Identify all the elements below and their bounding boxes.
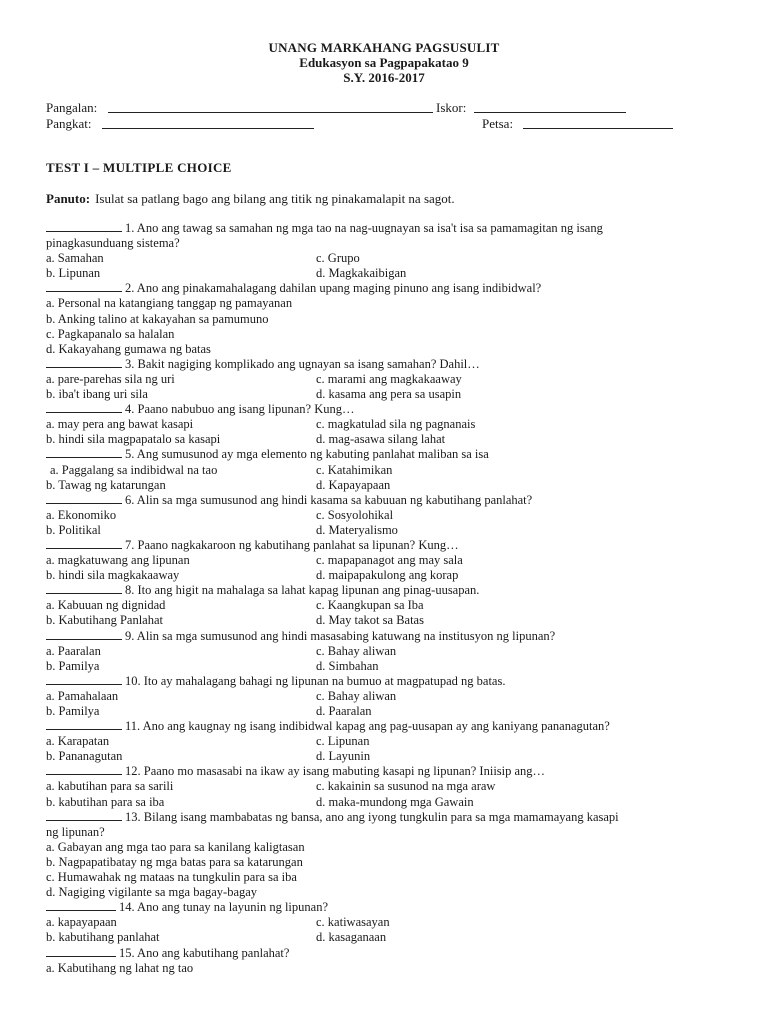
choice-row: [46, 704, 726, 719]
instructions-text: Isulat sa patlang bago ang bilang ang titik ng pinakamalapit na sagot.: [95, 191, 455, 206]
choice-c: c. katiwasayan: [316, 915, 390, 930]
question-1: 1. Ano ang tawag sa samahan ng mga tao na nag-uugnayan sa isa't isa sa pamamagitan ng isang: [46, 221, 726, 236]
answer-blank-14[interactable]: [46, 900, 116, 911]
choice-b: b. Lipunan: [46, 266, 101, 281]
choice-b: b. Nagpapatibatay ng mga batas para sa katarungan: [46, 854, 303, 869]
answer-blank-9[interactable]: [46, 629, 122, 640]
exam-title: UNANG MARKAHANG PAGSUSULIT: [268, 40, 500, 55]
choice-d: d. Magkakaibigan: [316, 266, 407, 281]
choice-d: d. mag-asawa silang lahat: [316, 432, 446, 447]
choice-row: [46, 644, 726, 659]
choice-d: d. Layunin: [316, 749, 371, 764]
answer-blank-12[interactable]: [46, 764, 122, 775]
choice-b: b. kabutihan para sa iba: [46, 794, 165, 809]
instructions-label: Panuto:: [46, 191, 91, 206]
choice-b: b. hindi sila magkakaaway: [46, 568, 180, 583]
choice-row: [46, 749, 726, 764]
choice-c: c. Humawahak ng mataas na tungkulin para sa iba: [46, 870, 297, 885]
question-7: 7. Paano nagkakaroon ng kabutihang panlahat sa lipunan? Kung…: [46, 538, 726, 553]
question-5: 5. Ang sumusunod ay mga elemento ng kabuting panlahat maliban sa isa: [46, 447, 726, 462]
answer-blank-2[interactable]: [46, 281, 122, 292]
answer-blank-8[interactable]: [46, 583, 122, 594]
answer-blank-13[interactable]: [46, 810, 122, 821]
answer-blank-11[interactable]: [46, 719, 122, 730]
choice-a: a. Ekonomiko: [46, 507, 117, 522]
choice-b: b. hindi sila magpapatalo sa kasapi: [46, 432, 221, 447]
choice-c: c. kakainin sa susunod na mga araw: [316, 779, 496, 794]
choice-a: a. Paaralan: [46, 643, 101, 658]
choice-row: [46, 387, 726, 402]
exam-subject: Edukasyon sa Pagpapakatao 9: [299, 55, 469, 70]
question-6: 6. Alin sa mga sumusunod ang hindi kasama sa kabuuan ng kabutihang panlahat?: [46, 493, 726, 508]
choice-row: [46, 598, 726, 613]
choice-row: [46, 553, 726, 568]
choice-b: b. Pananagutan: [46, 749, 123, 764]
choice-a: a. Kabuuan ng dignidad: [46, 598, 166, 613]
choice-d: d. Materyalismo: [316, 522, 398, 537]
choice-row: [46, 689, 726, 704]
instructions: [46, 191, 455, 207]
choice-c: c. magkatulad sila ng pagnanais: [316, 417, 476, 432]
choice-row: [46, 795, 726, 810]
choice-a: a. Kabutihang ng lahat ng tao: [46, 960, 194, 975]
choice-row: [46, 508, 726, 523]
question-list: [46, 221, 726, 976]
answer-blank-4[interactable]: [46, 402, 122, 413]
choice-c: c. Lipunan: [316, 734, 370, 749]
choice-a: a. Personal na katangiang tanggap ng pamayanan: [46, 296, 293, 311]
choice-d: d. maka-mundong mga Gawain: [316, 794, 474, 809]
question-13-cont: ng lipunan?: [46, 824, 105, 839]
choice-row: [46, 734, 726, 749]
question-4: 4. Paano nabubuo ang isang lipunan? Kung…: [46, 402, 726, 417]
date-label: Petsa:: [482, 116, 514, 131]
choice-a: a. magkatuwang ang lipunan: [46, 553, 190, 568]
question-8: 8. Ito ang higit na mahalaga sa lahat kapag lipunan ang pinag-uusapan.: [46, 583, 726, 598]
choice-row: [46, 568, 726, 583]
question-13: 13. Bilang isang mambabatas ng bansa, ano ang iyong tungkulin para sa mga mamamayang kasapi: [46, 810, 726, 825]
choice-c: c. Bahay aliwan: [316, 688, 397, 703]
question-9: 9. Alin sa mga sumusunod ang hindi masasabing katuwang na institusyon ng lipunan?: [46, 629, 726, 644]
answer-blank-6[interactable]: [46, 493, 122, 504]
choice-a: a. pare-parehas sila ng uri: [46, 371, 175, 386]
choice-b: b. Pamilya: [46, 658, 100, 673]
choice-d: d. Nagiging vigilante sa mga bagay-bagay: [46, 885, 258, 900]
choice-row: [46, 523, 726, 538]
choice-d: d. maipapakulong ang korap: [316, 568, 459, 583]
date-blank[interactable]: [523, 128, 673, 129]
choice-b: b. Anking talino at kakayahan sa pamumuno: [46, 311, 269, 326]
choice-d: d. kasaganaan: [316, 930, 387, 945]
choice-c: c. marami ang magkakaaway: [316, 371, 462, 386]
choice-d: d. Kapayapaan: [316, 477, 391, 492]
score-label: Iskor:: [436, 100, 467, 115]
choice-row: [46, 463, 726, 478]
answer-blank-10[interactable]: [46, 674, 122, 685]
choice-a: a. Karapatan: [46, 734, 110, 749]
answer-blank-3[interactable]: [46, 357, 122, 368]
choice-b: b. Pamilya: [46, 704, 100, 718]
choice-a: a. Samahan: [46, 251, 104, 266]
choice-c: c. Pagkapanalo sa halalan: [46, 326, 175, 341]
choice-row: [46, 372, 726, 387]
choice-d: d. Kakayahang gumawa ng batas: [46, 341, 211, 356]
choice-b: b. iba't ibang uri sila: [46, 387, 148, 402]
answer-blank-1[interactable]: [46, 221, 122, 232]
choice-row: [46, 659, 726, 674]
choice-c: c. Grupo: [316, 251, 360, 266]
name-blank[interactable]: [108, 112, 433, 113]
question-2: 2. Ano ang pinakamahalagang dahilan upang maging pinuno ang isang indibidwal?: [46, 281, 726, 296]
test-title: TEST I – MULTIPLE CHOICE: [46, 160, 232, 175]
answer-blank-15[interactable]: [46, 946, 116, 957]
choice-row: [46, 930, 726, 945]
question-11: 11. Ano ang kaugnay ng isang indibidwal kapag ang pag-uusapan ay ang kaniyang pananagutan?: [46, 719, 726, 734]
question-14: 14. Ano ang tunay na layunin ng lipunan?: [46, 900, 726, 915]
choice-c: c. Katahimikan: [316, 462, 393, 477]
question-1-cont: pinagkasunduang sistema?: [46, 236, 180, 251]
choice-d: d. Simbahan: [316, 658, 379, 673]
choice-a: a. Gabayan ang mga tao para sa kanilang kaligtasan: [46, 839, 305, 854]
choice-d: d. Paaralan: [316, 704, 372, 718]
choice-row: [46, 417, 726, 432]
question-10: 10. Ito ay mahalagang bahagi ng lipunan na bumuo at magpatupad ng batas.: [46, 674, 726, 689]
name-label: Pangalan:: [46, 100, 98, 115]
exam-header: [46, 0, 722, 85]
choice-b: b. Politikal: [46, 522, 101, 537]
choice-row: [46, 478, 726, 493]
choice-row: [46, 266, 726, 281]
choice-a: a. kapayapaan: [46, 915, 117, 930]
choice-a: a. may pera ang bawat kasapi: [46, 417, 194, 432]
choice-a: a. Paggalang sa indibidwal na tao: [50, 462, 218, 477]
choice-row: [46, 251, 726, 266]
answer-blank-7[interactable]: [46, 538, 122, 549]
choice-row: [46, 915, 726, 930]
choice-row: [46, 613, 726, 628]
choice-c: c. Sosyolohikal: [316, 507, 394, 522]
choice-a: a. kabutihan para sa sarili: [46, 779, 174, 794]
question-3: 3. Bakit nagiging komplikado ang ugnayan sa isang samahan? Dahil…: [46, 357, 726, 372]
choice-d: d. May takot sa Batas: [316, 613, 424, 628]
choice-row: [46, 779, 726, 794]
choice-c: c. Kaangkupan sa Iba: [316, 598, 424, 613]
section-blank[interactable]: [102, 128, 314, 129]
exam-school-year: S.Y. 2016-2017: [343, 70, 425, 85]
choice-c: c. Bahay aliwan: [316, 643, 397, 658]
question-12: 12. Paano mo masasabi na ikaw ay isang mabuting kasapi ng lipunan? Iniisip ang…: [46, 764, 726, 779]
choice-b: b. kabutihang panlahat: [46, 930, 160, 945]
choice-b: b. Kabutihang Panlahat: [46, 613, 163, 628]
choice-row: [46, 432, 726, 447]
answer-blank-5[interactable]: [46, 447, 122, 458]
section-label: Pangkat:: [46, 116, 92, 131]
choice-c: c. mapapanagot ang may sala: [316, 553, 463, 568]
choice-d: d. kasama ang pera sa usapin: [316, 387, 462, 402]
choice-a: a. Pamahalaan: [46, 688, 119, 703]
choice-b: b. Tawag ng katarungan: [46, 477, 166, 492]
question-15: 15. Ano ang kabutihang panlahat?: [46, 946, 726, 961]
score-blank[interactable]: [474, 112, 626, 113]
